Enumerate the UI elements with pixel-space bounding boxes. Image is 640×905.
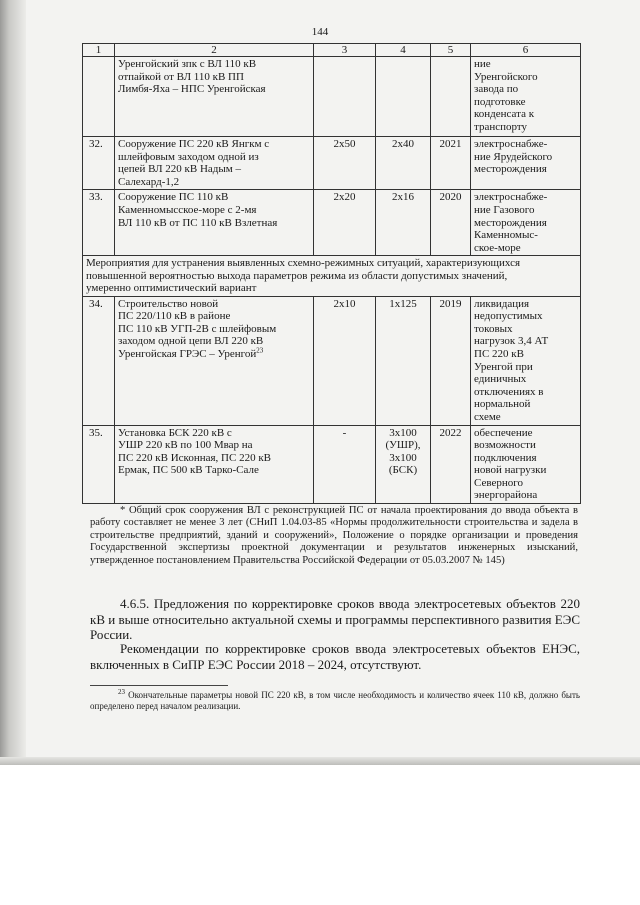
purpose (471, 190, 581, 256)
purpose-line: ликвидация (474, 297, 530, 310)
value-line: 3х100 (389, 451, 417, 464)
footnote (90, 690, 580, 712)
table-row (83, 190, 581, 256)
name-line (118, 348, 310, 361)
object-name (115, 137, 314, 190)
header-col-1: 1 (83, 44, 115, 57)
purpose-line: недопустимых (474, 310, 543, 323)
value-col-4: 2х16 (376, 190, 431, 256)
name-line: Ермак, ПС 500 кВ Тарко-Сале (118, 464, 259, 477)
name-line: ВЛ 110 кВ от ПС 110 кВ Взлетная (118, 216, 278, 229)
purpose-line: завода по (474, 83, 519, 96)
value-col-3: - (314, 425, 376, 504)
year: 2022 (431, 425, 471, 504)
value-col-3: 2х50 (314, 137, 376, 190)
purpose-line: возможности (474, 439, 536, 452)
object-name (115, 425, 314, 504)
object-name (115, 57, 314, 137)
value-col-3: 2х20 (314, 190, 376, 256)
purpose-line: энергорайона (474, 489, 538, 502)
section-header-line: умеренно оптимистический вариант (86, 282, 257, 295)
table-row (83, 296, 581, 425)
name-line: Сооружение ПС 110 кВ (118, 191, 229, 204)
purpose-line: электроснабже- (474, 191, 548, 204)
purpose (471, 137, 581, 190)
section-paragraph: 4.6.5. Предложения по корректировке сроков ввода электросетевых объектов 220 кВ и выше относительно актуальной схемы и программы перспективного развития ЕЭС России. (90, 596, 580, 642)
name-line: шлейфовым заходом одной из (118, 150, 259, 163)
name-line: УШР 220 кВ по 100 Мвар на (118, 439, 253, 452)
row-number: 33. (83, 190, 115, 256)
purpose (471, 57, 581, 137)
value-col-4: 2х40 (376, 137, 431, 190)
name-line: Строительство новой (118, 297, 219, 310)
object-name (115, 296, 314, 425)
purpose-line: месторождения (474, 163, 547, 176)
name-line: Установка БСК 220 кВ с (118, 426, 232, 439)
name-line: ПС 110 кВ УГП-2В с шлейфовым (118, 322, 277, 335)
value-line: 1х125 (389, 297, 417, 310)
purpose-line: новой нагрузки (474, 464, 547, 477)
scan-shadow-bottom (0, 757, 640, 765)
purpose-line: Каменномыс- (474, 229, 538, 242)
purpose-line: нормальной (474, 398, 531, 411)
purpose (471, 425, 581, 504)
name-line: Сооружение ПС 220 кВ Янгкм с (118, 138, 270, 150)
footnote-divider (90, 685, 228, 686)
purpose-line: ние (474, 58, 491, 70)
header-col-4: 4 (376, 44, 431, 57)
section-header-line: повышенной вероятностью выхода параметров режима из области допустимых значений, (86, 269, 508, 282)
value-line: (УШР), (385, 439, 421, 452)
name-line: Уренгойский зпк с ВЛ 110 кВ (118, 58, 257, 70)
year (431, 57, 471, 137)
section-header-row (83, 256, 581, 296)
value-col-3 (314, 57, 376, 137)
name-line: ПС 220/110 кВ в районе (118, 310, 231, 323)
purpose-line: схеме (474, 410, 501, 423)
measures-table (82, 43, 581, 504)
year: 2019 (431, 296, 471, 425)
object-name (115, 190, 314, 256)
scan-shadow-left (0, 0, 26, 765)
row-number (83, 57, 115, 137)
purpose-line: Северного (474, 476, 523, 489)
value-line: 3х100 (389, 426, 417, 439)
purpose-line: подключения (474, 451, 537, 464)
purpose (471, 296, 581, 425)
purpose-line: Уренгойского (474, 70, 538, 83)
purpose-line: транспорту (474, 120, 527, 133)
name-line: Салехард-1,2 (118, 175, 180, 188)
section-header-line: Мероприятия для устранения выявленных схемно-режимных ситуаций, характеризующихся (86, 257, 521, 270)
purpose-line: ское-море (474, 241, 521, 254)
purpose-line: ние Ярудейского (474, 150, 553, 163)
row-number: 32. (83, 137, 115, 190)
section-header (83, 256, 581, 296)
name-line: Лимбя-Яха – НПС Уренгойская (118, 83, 266, 96)
footnote-ref: 23 (256, 346, 264, 355)
purpose-line: электроснабже- (474, 138, 548, 150)
name-line: Каменномысское-море с 2-мя (118, 203, 257, 216)
table-row (83, 137, 581, 190)
purpose-line: Уренгой при (474, 360, 533, 373)
header-col-5: 5 (431, 44, 471, 57)
purpose-line: подготовке (474, 95, 526, 108)
footnote-number: 23 (118, 688, 125, 696)
construction-term-note: * Общий срок сооружения ВЛ с реконструкцией ПС от начала проектирования до ввода объекта в работу составляет не менее 3 лет (СНиП 1.04.03-85 «Нормы продолжительности строительства и задела в строительстве предприятий, зданий и сооружений», Положение о порядке организации и проведения Государственной экспертизы проектной документации и результатов инженерных изысканий, утвержденное постановлением Правительства Российской Федерации от 05.03.2007 № 145) (90, 505, 578, 566)
name-line: заходом одной цепи ВЛ 220 кВ (118, 335, 264, 348)
purpose-line: ние Газового (474, 203, 535, 216)
name-line: цепей ВЛ 220 кВ Надым – (118, 163, 242, 176)
purpose-line: отключениях в (474, 385, 544, 398)
header-col-6: 6 (471, 44, 581, 57)
name-line-text: Уренгойская ГРЭС – Уренгой (118, 347, 257, 360)
header-col-3: 3 (314, 44, 376, 57)
name-line: ПС 220 кВ Исконная, ПС 220 кВ (118, 451, 272, 464)
value-col-3: 2х10 (314, 296, 376, 425)
value-col-4 (376, 425, 431, 504)
purpose-line: ПС 220 кВ (474, 347, 524, 360)
page-number: 144 (311, 26, 329, 38)
row-number: 35. (83, 425, 115, 504)
purpose-line: обеспечение (474, 426, 533, 439)
year: 2021 (431, 137, 471, 190)
table-header-row (83, 44, 581, 57)
name-line: отпайкой от ВЛ 110 кВ ПП (118, 70, 244, 83)
table-row (83, 57, 581, 137)
footnote-text: Окончательные параметры новой ПС 220 кВ, в том числе необходимость и количество ячеек 110 кВ, должно быть определено перед началом реализации. (90, 690, 581, 711)
row-number: 34. (83, 296, 115, 425)
purpose-line: токовых (474, 322, 513, 335)
purpose-line: месторождения (474, 216, 547, 229)
purpose-line: нагрузок 3,4 АТ (474, 335, 549, 348)
year: 2020 (431, 190, 471, 256)
value-line: (БСК) (388, 464, 418, 477)
recommendation-paragraph: Рекомендации по корректировке сроков ввода электросетевых объектов ЕНЭС, включенных в СиПР ЕЭС России 2018 – 2024, отсутствуют. (90, 641, 580, 672)
purpose-line: конденсата к (474, 108, 535, 121)
value-col-4 (376, 296, 431, 425)
table-row (83, 425, 581, 504)
purpose-line: единичных (474, 373, 527, 386)
header-col-2: 2 (115, 44, 314, 57)
value-col-4 (376, 57, 431, 137)
